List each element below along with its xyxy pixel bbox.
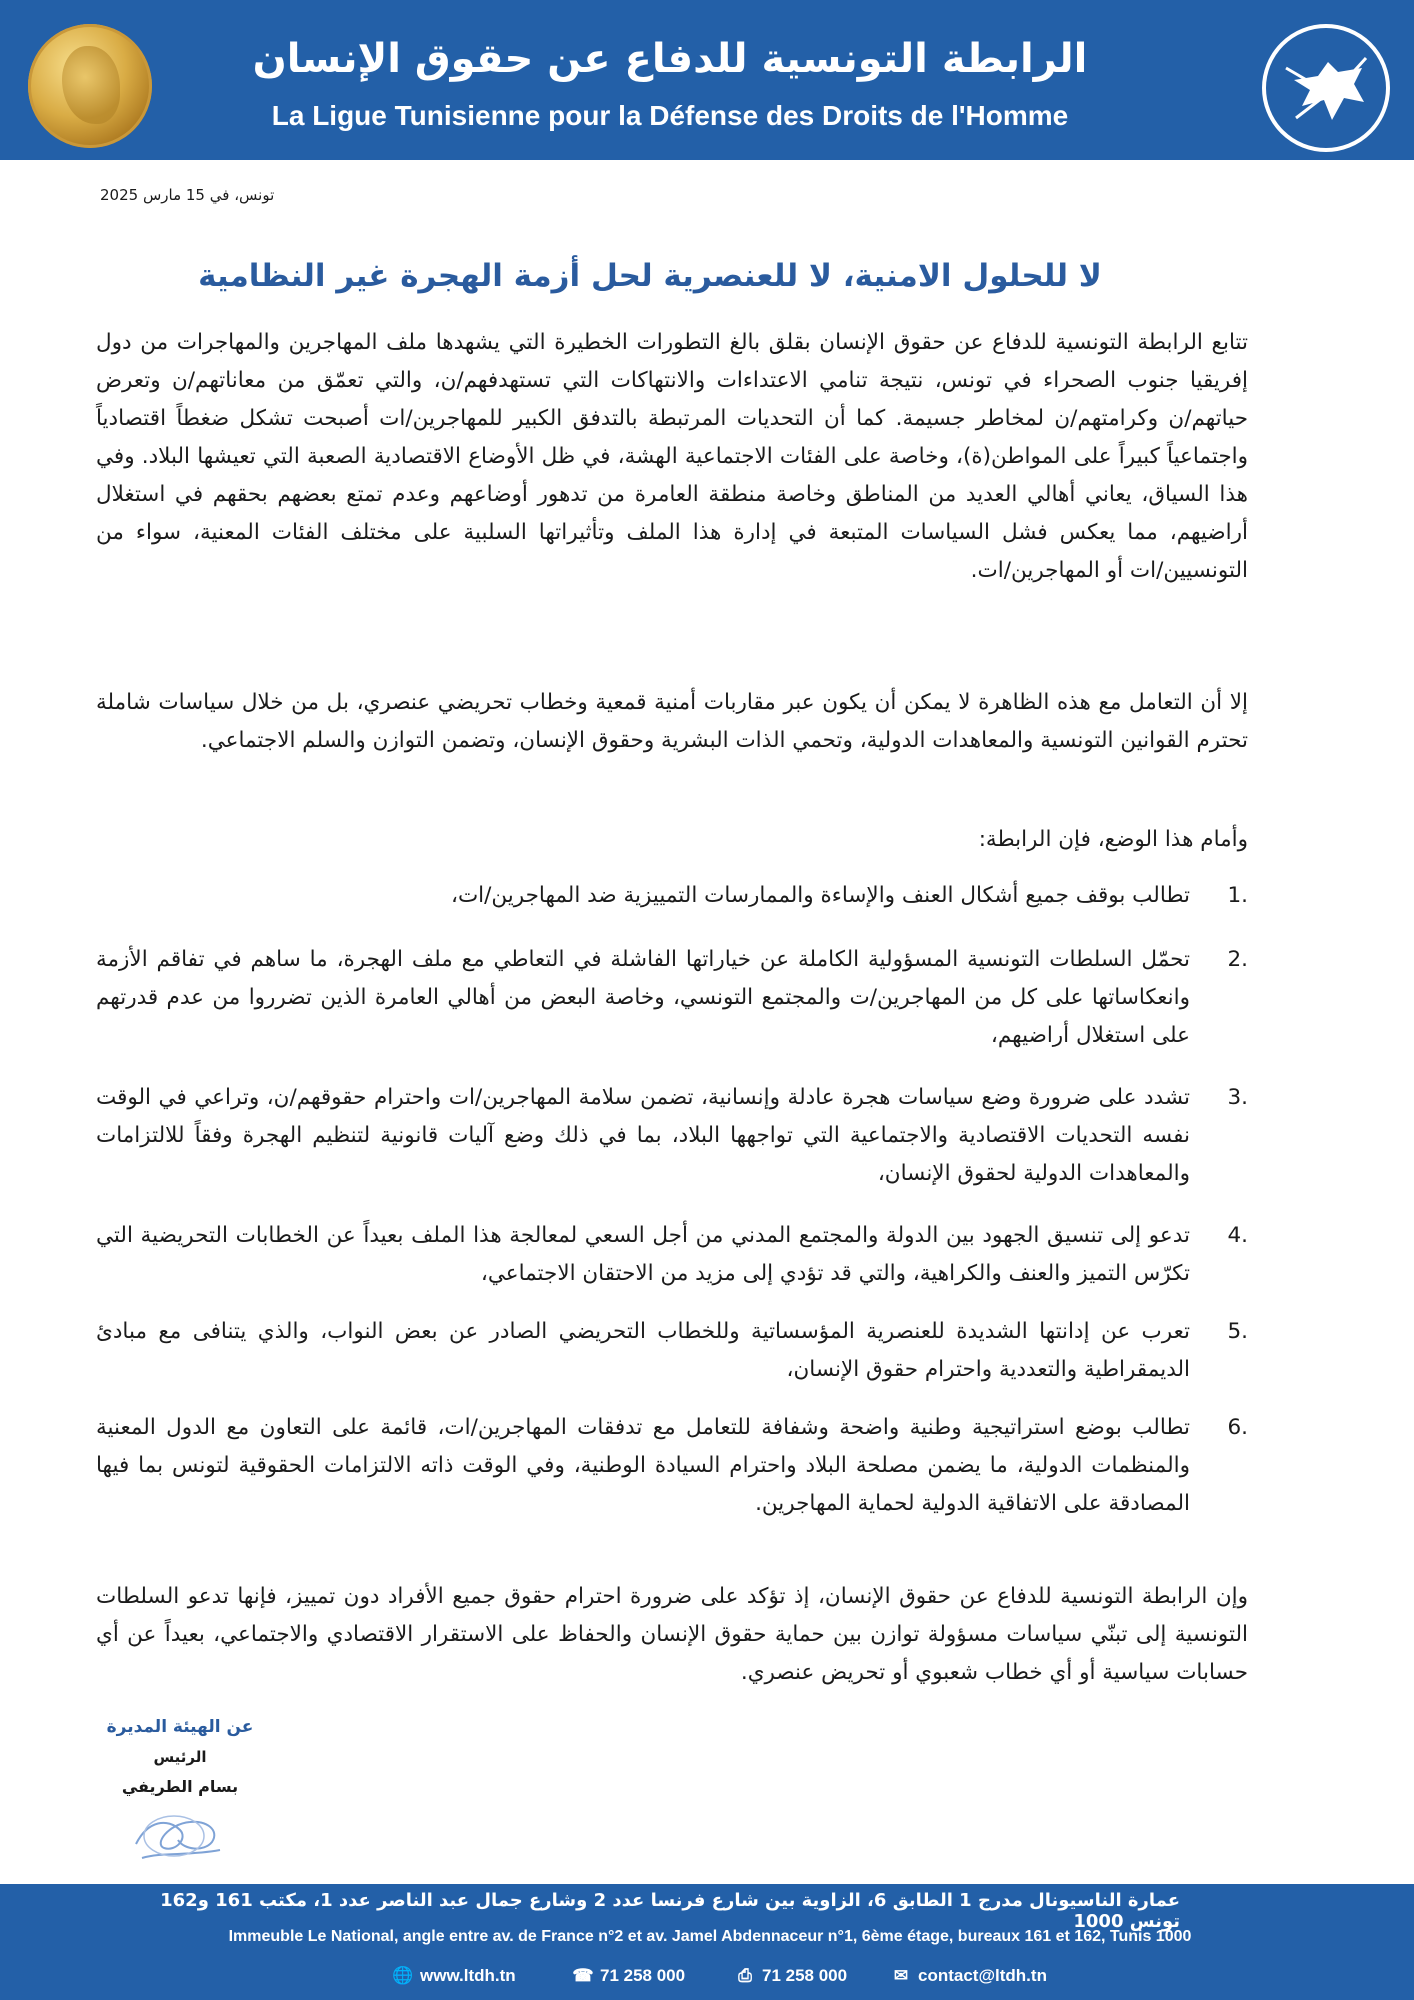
list-text: تعرب عن إدانتها الشديدة للعنصرية المؤسساتية وللخطاب التحريضي الصادر عن بعض النواب، والذي يتنافى مع مبادئ الديمقراطية والتعددية واحترام حقوق الإنسان، bbox=[96, 1319, 1190, 1382]
signature-block bbox=[90, 1712, 270, 1802]
signature-org: عن الهيئة المديرة bbox=[106, 1717, 254, 1737]
fax-number: 71 258 000 bbox=[762, 1966, 848, 1985]
list-item bbox=[96, 1409, 1248, 1525]
list-item bbox=[96, 1313, 1248, 1391]
list-number: 1. bbox=[1227, 883, 1248, 908]
list-number: 2. bbox=[1227, 947, 1248, 972]
list-number: 3. bbox=[1227, 1085, 1248, 1110]
medal-profile bbox=[62, 46, 120, 124]
list-number: 4. bbox=[1227, 1223, 1248, 1248]
closing-paragraph: وإن الرابطة التونسية للدفاع عن حقوق الإنسان، إذ تؤكد على ضرورة احترام حقوق جميع الأفراد دون تمييز، فإنها تدعو السلطات التونسية إلى تبنّي سياسات مسؤولة توازن بين حماية حقوق الإنسان والحفاظ على الاستقرار الاقتصادي والاجتماعي، بعيداً عن أي حسابات سياسية أو أي خطاب شعبوي أو تحريض عنصري. bbox=[96, 1584, 1248, 1685]
org-name-arabic: الرابطة التونسية للدفاع عن حقوق الإنسان bbox=[252, 36, 1088, 82]
signature-name: بسام الطريفي bbox=[121, 1777, 239, 1796]
org-name-french: La Ligue Tunisienne pour la Défense des Droits de l'Homme bbox=[271, 100, 1069, 131]
demands-lead-in: وأمام هذا الوضع، فإن الرابطة: bbox=[978, 827, 1248, 852]
email-contact bbox=[890, 1966, 1047, 1986]
phone-icon: ☎ bbox=[572, 1966, 594, 1985]
date-line: تونس، في 15 مارس 2025 bbox=[100, 186, 275, 204]
list-text: تطالب بوقف جميع أشكال العنف والإساءة والممارسات التمييزية ضد المهاجرين/ات، bbox=[451, 883, 1190, 908]
emblem-graphic bbox=[1266, 28, 1386, 148]
signature-role: الرئيس bbox=[153, 1748, 207, 1766]
website-contact bbox=[392, 1966, 516, 1986]
list-text: تحمّل السلطات التونسية المسؤولية الكاملة عن خياراتها الفاشلة في التعاطي مع ملف الهجرة، ما ساهم في تفاقم الأزمة وانعكاساتها على كل من المهاجرين/ت والمجتمع التونسي، وخاصة البعض من أهالي العامرة الذين تضرروا من عدم قدرتهم على استغلال أراضيهم، bbox=[96, 947, 1190, 1048]
email-link[interactable]: contact@ltdh.tn bbox=[918, 1966, 1047, 1985]
statement-title: لا للحلول الامنية، لا للعنصرية لحل أزمة الهجرة غير النظامية bbox=[198, 258, 1102, 294]
website-link[interactable]: www.ltdh.tn bbox=[420, 1966, 516, 1985]
nobel-medal-logo bbox=[28, 24, 152, 148]
address-french: Immeuble Le National, angle entre av. de France n°2 et av. Jamel Abdennaceur n°1, 6ème étage, bureaux 161 et 162, Tunis 1000 bbox=[228, 1928, 1192, 1945]
contact-row bbox=[380, 1966, 1080, 1992]
phone-number: 71 258 000 bbox=[600, 1966, 686, 1985]
approach-paragraph: إلا أن التعامل مع هذه الظاهرة لا يمكن أن يكون عبر مقاربات أمنية قمعية وخطاب تحريضي عنصري، بل من خلال سياسات شاملة تحترم القوانين التونسية والمعاهدات الدولية، وتحمي الذات البشرية وحقوق الإنسان، وتضمن التوازن والسلم الاجتماعي. bbox=[96, 690, 1248, 753]
list-item bbox=[96, 877, 1248, 917]
phone-contact bbox=[572, 1966, 685, 1986]
list-item bbox=[96, 1079, 1248, 1195]
letterhead-footer bbox=[0, 1884, 1414, 2000]
list-text: تشدد على ضرورة وضع سياسات هجرة عادلة وإنسانية، تضمن سلامة المهاجرين/ات واحترام حقوقهم/ن، وتراعي في الوقت نفسه التحديات الاقتصادية والاجتماعية التي تواجهها البلاد، بما في ذلك وضع آليات قانونية لتنظيم الهجرة وفقاً للالتزامات والمعاهدات الدولية لحقوق الإنسان، bbox=[96, 1085, 1190, 1186]
intro-paragraph: تتابع الرابطة التونسية للدفاع عن حقوق الإنسان بقلق بالغ التطورات الخطيرة التي يشهدها ملف المهاجرين والمهاجرات من دول إفريقيا جنوب الصحراء في تونس، نتيجة تنامي الاعتداءات والانتهاكات التي تستهدفهم/ن، والتي تعمّق من معاناتهم/ن وتعرض حياتهم/ن وكرامتهم/ن لمخاطر جسيمة. كما أن التحديات المرتبطة بالتدفق الكبير للمهاجرين/ات أصبحت تشكل ضغطاً اقتصادياً واجتماعياً كبيراً على المواطن(ة)، وخاصة على الفئات الاجتماعية الهشة، في ظل الأوضاع الاقتصادية الصعبة التي تعيشها البلاد. وفي هذا السياق، يعاني أهالي العديد من المناطق وخاصة منطقة العامرة من تدهور أوضاعهم وعدم تمتع بعضهم بحقهم في استغلال أراضيهم، مما يعكس فشل السياسات المتبعة في إدارة هذا الملف وتأثيراتها السلبية على مختلف الفئات المعنية، سواء من التونسيين/ات أو المهاجرين/ات. bbox=[96, 330, 1248, 583]
mail-icon: ✉ bbox=[893, 1966, 909, 1985]
fax-icon: ⎙ bbox=[738, 1966, 752, 1985]
league-emblem-logo bbox=[1262, 24, 1390, 152]
fax-contact bbox=[734, 1966, 847, 1986]
list-item bbox=[96, 941, 1248, 1057]
list-item bbox=[96, 1217, 1248, 1295]
globe-icon: 🌐 bbox=[392, 1966, 414, 1985]
letterhead-banner bbox=[0, 0, 1414, 160]
list-text: تدعو إلى تنسيق الجهود بين الدولة والمجتمع المدني من أجل السعي لمعالجة هذا الملف بعيداً عن الخطابات التحريضية التي تكرّس التميز والعنف والكراهية، والتي قد تؤدي إلى مزيد من الاحتقان الاجتماعي، bbox=[96, 1223, 1190, 1286]
handwritten-signature bbox=[128, 1800, 228, 1870]
address-arabic: عمارة الناسيونال مدرج 1 الطابق 6، الزاوية بين شارع فرنسا عدد 2 وشارع جمال عبد الناصر عدد 1، مكتب 161 و162 تونس 1000 bbox=[160, 1890, 1180, 1932]
list-number: 5. bbox=[1227, 1319, 1248, 1344]
list-text: تطالب بوضع استراتيجية وطنية واضحة وشفافة للتعامل مع تدفقات المهاجرين/ات، قائمة على التعاون مع الدول المعنية والمنظمات الدولية، ما يضمن مصلحة البلاد واحترام السيادة الوطنية، وفي الوقت ذاته الالتزامات الحقوقية لتونس بما فيها المصادقة على الاتفاقية الدولية لحماية المهاجرين. bbox=[96, 1415, 1190, 1516]
list-number: 6. bbox=[1227, 1415, 1248, 1440]
